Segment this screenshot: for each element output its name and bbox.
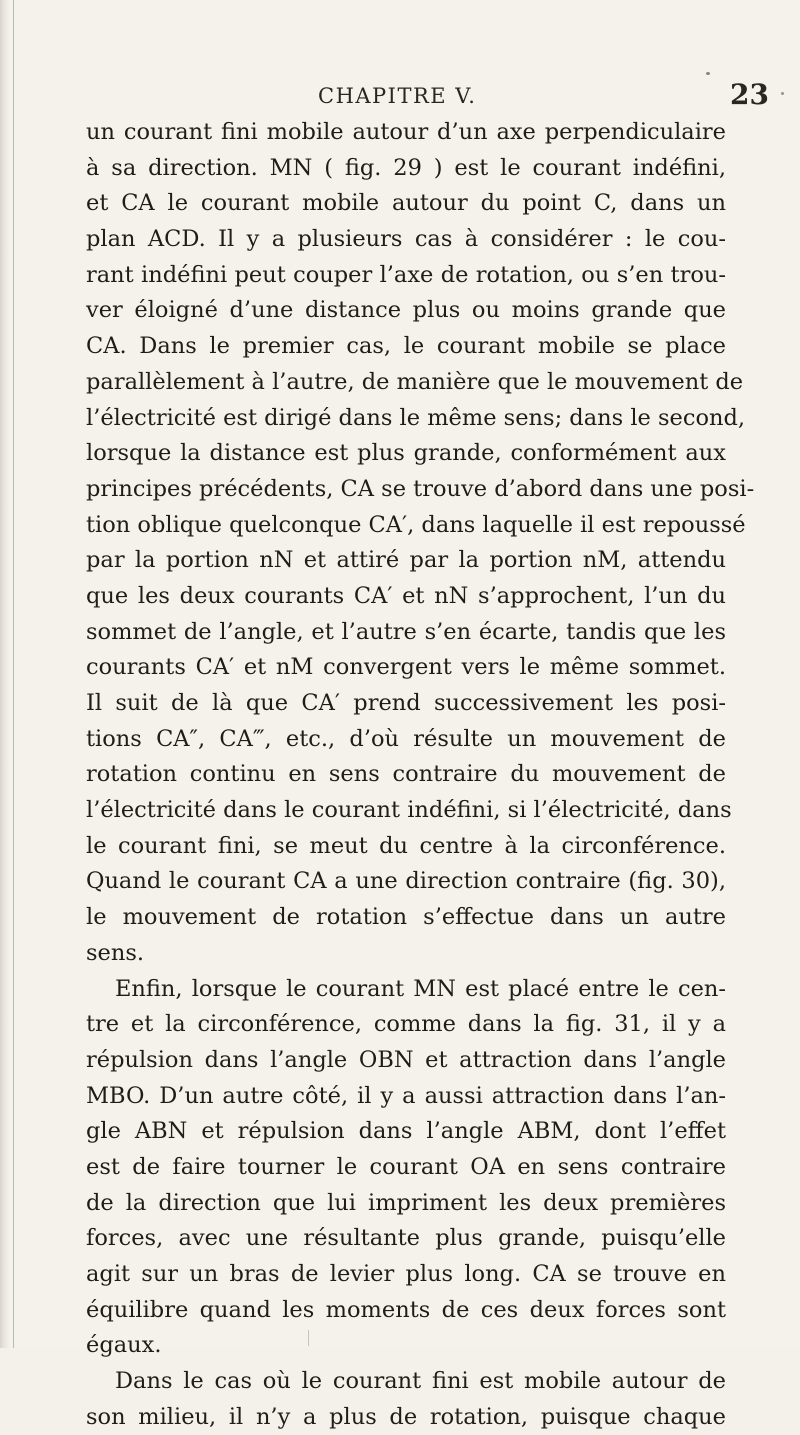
text-line: tions CA″, CA‴, etc., d’où résulte un mouvement de <box>86 725 726 752</box>
text-line: un courant fini mobile autour d’un axe perpendiculaire <box>86 119 726 145</box>
binding-edge <box>0 0 10 1348</box>
text-line: l’électricité est dirigé dans le même sens; dans le second, <box>86 404 746 431</box>
text-line: équilibre quand les moments de ces deux forces sont <box>86 1296 726 1323</box>
text-line: et CA le courant mobile autour du point C, dans un <box>86 190 726 217</box>
text-line: sens. <box>86 939 145 966</box>
text-line: sommet de l’angle, et l’autre s’en écarte, tandis que les <box>86 618 726 645</box>
text-line: CA. Dans le premier cas, le courant mobile se place <box>86 333 726 360</box>
ink-spot <box>706 72 710 75</box>
text-line: forces, avec une résultante plus grande, puisqu’elle <box>86 1225 726 1252</box>
text-line: rotation continu en sens contraire du mouvement de <box>86 761 726 788</box>
text-line: Dans le cas où le courant fini est mobile autour de <box>115 1368 726 1395</box>
text-line: de la direction que lui impriment les deux premières <box>86 1189 726 1216</box>
binding-edge-line <box>13 0 14 1348</box>
text-line: ver éloigné d’une distance plus ou moins grande que <box>86 297 726 324</box>
text-line: principes précédents, CA se trouve d’abord dans une posi- <box>86 475 755 502</box>
paper-mark <box>308 1330 309 1346</box>
text-line: agit sur un bras de levier plus long. CA se trouve en <box>86 1261 726 1287</box>
text-line: gle ABN et répulsion dans l’angle ABM, dont l’effet <box>86 1118 726 1145</box>
text-line: rant indéfini peut couper l’axe de rotation, ou s’en trou- <box>86 261 726 288</box>
text-line: le courant fini, se meut du centre à la circonférence. <box>86 832 726 859</box>
text-line: parallèlement à l’autre, de manière que le mouvement de <box>86 368 744 395</box>
text-line: que les deux courants CA′ et nN s’approchent, l’un du <box>86 582 726 609</box>
page-number: 23 <box>730 78 769 111</box>
page-header <box>0 78 800 114</box>
text-line: Quand le courant CA a une direction contraire (fig. 30), <box>86 868 726 895</box>
text-line: le mouvement de rotation s’effectue dans un autre <box>86 904 726 931</box>
text-line: l’électricité dans le courant indéfini, si l’électricité, dans <box>86 797 732 824</box>
text-line: Il suit de là que CA′ prend successivement les posi- <box>86 690 726 716</box>
text-line: MBO. D’un autre côté, il y a aussi attraction dans l’an- <box>86 1082 726 1109</box>
body-text <box>86 115 755 1430</box>
text-line: à sa direction. MN ( fig. 29 ) est le courant indéfini, <box>86 154 726 181</box>
text-line: tre et la circonférence, comme dans la fig. 31, il y a <box>86 1011 726 1038</box>
text-line: Enfin, lorsque le courant MN est placé entre le cen- <box>115 975 726 1002</box>
text-line: répulsion dans l’angle OBN et attraction dans l’angle <box>86 1046 726 1073</box>
text-line: tion oblique quelconque CA′, dans laquelle il est repoussé <box>86 511 746 538</box>
text-line: son milieu, il n’y a plus de rotation, puisque chaque <box>86 1403 726 1430</box>
running-head: CHAPITRE V. <box>318 84 477 108</box>
text-line: par la portion nN et attiré par la portion nM, attendu <box>86 547 726 574</box>
text-line: courants CA′ et nM convergent vers le même sommet. <box>86 654 726 681</box>
text-line: lorsque la distance est plus grande, conformément aux <box>86 440 726 467</box>
text-line: est de faire tourner le courant OA en sens contraire <box>86 1153 726 1180</box>
text-line: plan ACD. Il y a plusieurs cas à considérer : le cou- <box>86 226 726 253</box>
text-line: égaux. <box>86 1332 162 1359</box>
